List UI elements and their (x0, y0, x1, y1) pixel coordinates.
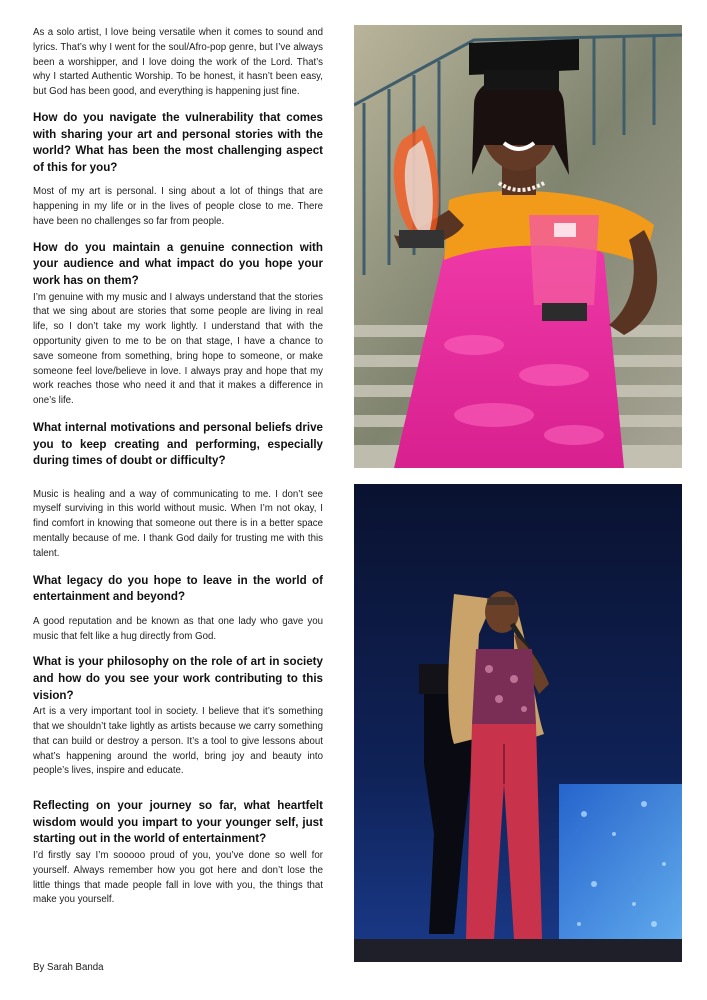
answer-3: Music is healing and a way of communicating to me. I don’t see myself surviving in this world without music. When I’m not okay, I find comfort in knowing that someone out there is in a better space mentally because of me. I thank God daily for trusting me with this talent. (33, 488, 323, 559)
answer-1: Most of my art is personal. I sing about a lot of things that are happening in my life or in the lives of people close to me. There have been no challenges so far from people. (33, 186, 323, 227)
answer-6: I’d firstly say I’m sooooo proud of you, you’ve done so well for yourself. Always remember how you got here and don’t lose the little things that made people fall in love with you, the things that make you yourself. (33, 850, 323, 906)
answer-2: I’m genuine with my music and I always understand that the stories that we sing about are stories that some people are living in real life, so I don’t take my work lightly. I understand that with the opportunity given to me to be on that stage, I have a chance to save someone from something, bring hope to someone, or make someone feel love/believe in love. I always pray and hope that my work reaches those who need it and that it makes a difference in one’s life. (33, 291, 323, 407)
answer-4: A good reputation and be known as that one lady who gave you music that felt like a hug directly from God. (33, 615, 323, 642)
question-2: How do you maintain a genuine connection with your audience and what impact do you hope your work has on them? (33, 240, 323, 287)
article-column (33, 26, 323, 908)
question-3: What internal motivations and personal beliefs drive you to keep creating and performing, especially during times of doubt or difficulty? (33, 420, 323, 468)
question-6: Reflecting on your journey so far, what heartfelt wisdom would you impart to your younger self, just starting out in the world of entertainment? (33, 799, 323, 846)
question-5: What is your philosophy on the role of art in society and how do you see your work contributing to this vision? (33, 655, 323, 702)
award-photo (354, 25, 682, 468)
question-4: What legacy do you hope to leave in the world of entertainment and beyond? (33, 573, 323, 604)
answer-5: Art is a very important tool in society. I believe that it’s something that we shouldn’t take lightly as artists because we carry something that can build or destroy a person. It’s a tool to give lessons about what’s happening around the world, bring joy and beauty into people’s lives, inspire and educate. (33, 706, 323, 777)
author-byline: By Sarah Banda (33, 962, 104, 973)
intro-paragraph: As a solo artist, I love being versatile when it comes to sound and lyrics. That’s why I went for the soul/Afro-pop genre, but I’ve always been a worshipper, and I love doing the work of the Lord. That’s why I started Authentic Worship. To be honest, it hasn’t been easy, but God has been good, and everything is happening just fine. (33, 27, 323, 98)
question-1: How do you navigate the vulnerability that comes with sharing your art and personal stories with the world? What has been the most challenging aspect of this for you? (33, 110, 323, 174)
stage-performance-photo (354, 484, 682, 962)
